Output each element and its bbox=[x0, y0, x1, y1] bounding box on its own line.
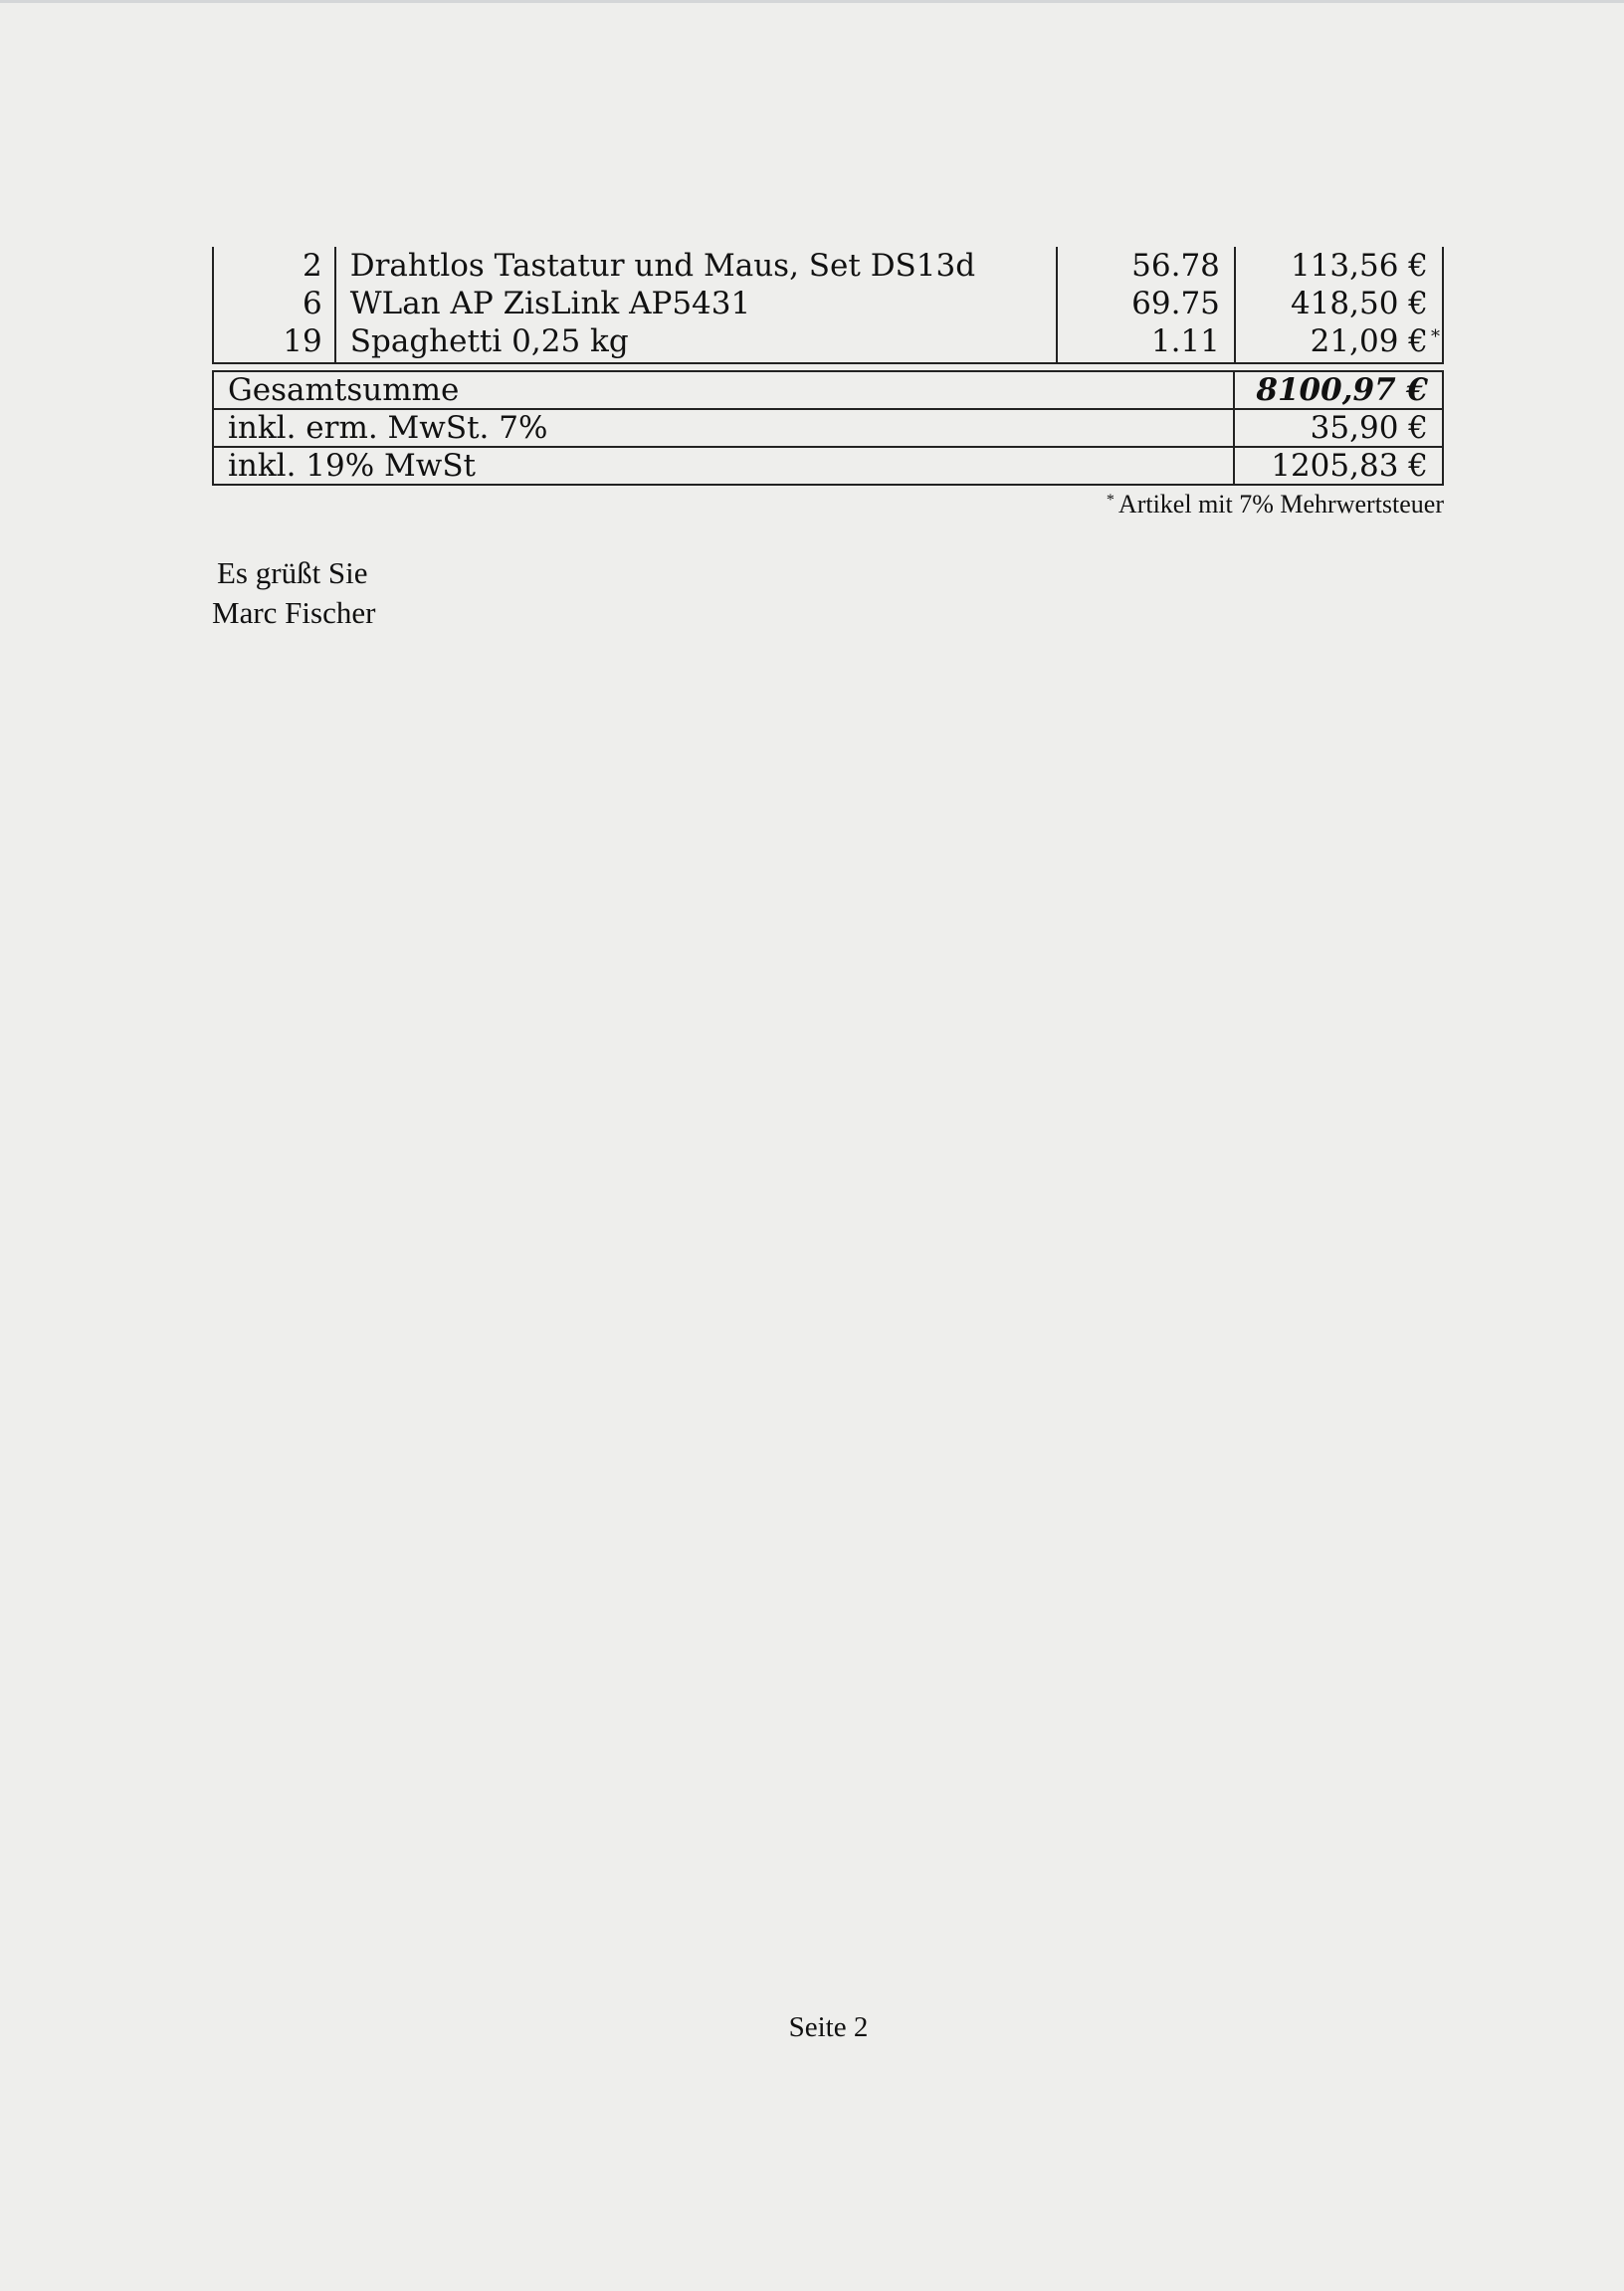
page-number: Seite 2 bbox=[788, 2011, 869, 2043]
total-row-standard-vat bbox=[213, 447, 1443, 485]
item-total bbox=[1235, 285, 1443, 322]
table-row bbox=[213, 285, 1443, 322]
item-description: WLan AP ZisLink AP5431 bbox=[335, 285, 1057, 322]
item-description: Drahtlos Tastatur und Maus, Set DS13d bbox=[335, 247, 1057, 285]
footnote-marker: * bbox=[1106, 492, 1115, 509]
item-total-value: 418,50 € bbox=[1290, 286, 1428, 321]
item-total bbox=[1235, 322, 1443, 363]
item-unit-price: 56.78 bbox=[1057, 247, 1235, 285]
footnote bbox=[995, 490, 1444, 520]
reduced-vat-label: inkl. erm. MwSt. 7% bbox=[213, 409, 1234, 447]
reduced-vat-amount: 35,90 € bbox=[1234, 409, 1443, 447]
footnote-text: Artikel mit 7% Mehrwertsteuer bbox=[1117, 490, 1444, 519]
total-row-grand bbox=[213, 371, 1443, 409]
item-unit-price: 69.75 bbox=[1057, 285, 1235, 322]
closing-greeting: Es grüßt Sie bbox=[217, 555, 368, 590]
totals-table bbox=[212, 370, 1444, 486]
grand-total-amount: 8100,97 € bbox=[1234, 371, 1443, 409]
table-row bbox=[213, 247, 1443, 285]
table-row bbox=[213, 322, 1443, 363]
closing-block bbox=[212, 553, 375, 633]
standard-vat-label: inkl. 19% MwSt bbox=[213, 447, 1234, 485]
item-total-value: 21,09 € bbox=[1310, 323, 1428, 359]
item-total bbox=[1235, 247, 1443, 285]
item-quantity: 19 bbox=[213, 322, 335, 363]
item-unit-price: 1.11 bbox=[1057, 322, 1235, 363]
reduced-vat-marker: * bbox=[1431, 326, 1440, 347]
standard-vat-amount: 1205,83 € bbox=[1234, 447, 1443, 485]
item-description: Spaghetti 0,25 kg bbox=[335, 322, 1057, 363]
items-table bbox=[212, 247, 1444, 364]
page-top-edge bbox=[0, 0, 1624, 3]
item-quantity: 2 bbox=[213, 247, 335, 285]
grand-total-label: Gesamtsumme bbox=[213, 371, 1234, 409]
total-row-reduced-vat bbox=[213, 409, 1443, 447]
item-quantity: 6 bbox=[213, 285, 335, 322]
item-total-value: 113,56 € bbox=[1290, 248, 1428, 284]
signature-name: Marc Fischer bbox=[212, 595, 376, 630]
